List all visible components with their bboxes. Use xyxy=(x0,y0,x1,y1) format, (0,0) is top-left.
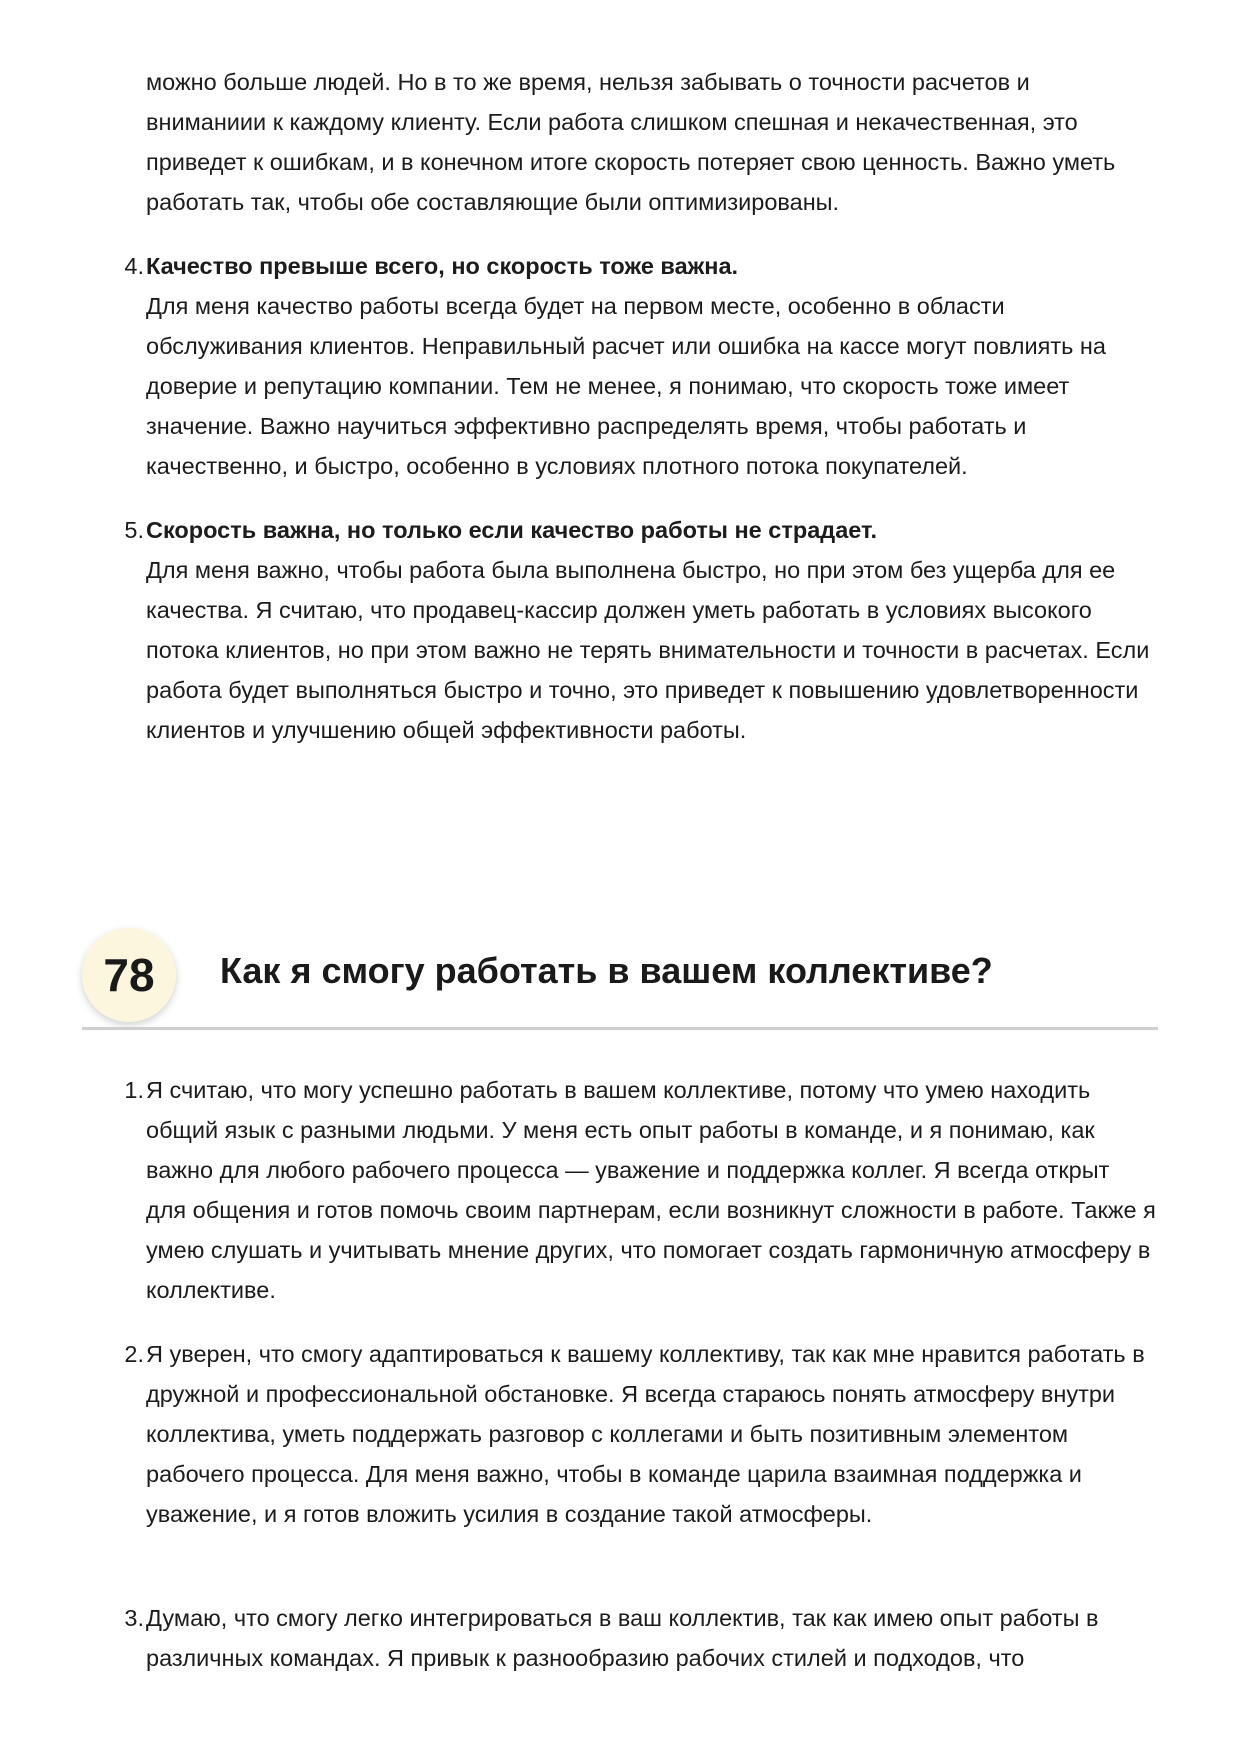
list-item-5 xyxy=(110,510,1156,750)
list-item-text: Я уверен, что смогу адаптироваться к вашему коллективу, так как мне нравится работать в дружной и профессиональной обстановке. Я всегда стараюсь понять атмосферу внутри коллектива, уметь поддержать разговор с коллегами и быть позитивным элементом рабочего процесса. Для меня важно, чтобы в команде царила взаимная поддержка и уважение, и я готов вложить усилия в создание такой атмосферы. xyxy=(146,1341,1145,1527)
intro-paragraph xyxy=(146,62,1156,222)
list-number: 2. xyxy=(124,1341,144,1367)
intro-text: можно больше людей. Но в то же время, нельзя забывать о точности расчетов и вниманиии к каждому клиенту. Если работа слишком спешная и некачественная, это приведет к ошибкам, и в конечном итоге скорость потеряет свою ценность. Важно уметь работать так, чтобы обе составляющие были оптимизированы. xyxy=(146,69,1116,215)
list-number: 4. xyxy=(124,253,144,279)
list-number: 3. xyxy=(124,1605,144,1631)
list-number: 5. xyxy=(124,517,144,543)
list-number: 1. xyxy=(124,1077,144,1103)
list-item-title: Качество превыше всего, но скорость тоже важна. xyxy=(146,253,739,279)
list-item-title: Скорость важна, но только если качество работы не страдает. xyxy=(146,517,877,543)
list-item-text: Для меня важно, чтобы работа была выполнена быстро, но при этом без ущерба для ее качества. Я считаю, что продавец-кассир должен уметь работать в условиях высокого потока клиентов, но при этом важно не терять внимательности и точности в расчетах. Если работа будет выполняться быстро и точно, это приведет к повышению удовлетворенности клиентов и улучшению общей эффективности работы. xyxy=(146,557,1150,743)
list-item-text: Для меня качество работы всегда будет на первом месте, особенно в области обслуживания клиентов. Неправильный расчет или ошибка на кассе могут повлиять на доверие и репутацию компании. Тем не менее, я понимаю, что скорость тоже имеет значение. Важно научиться эффективно распределять время, чтобы работать и качественно, и быстро, особенно в условиях плотного потока покупателей. xyxy=(146,293,1106,479)
section-header xyxy=(82,928,1158,1028)
list-item-text: Я считаю, что могу успешно работать в вашем коллективе, потому что умею находить общий язык с разными людьми. У меня есть опыт работы в команде, и я понимаю, как важно для любого рабочего процесса — уважение и поддержка коллег. Я всегда открыт для общения и готов помочь своим партнерам, если возникнут сложности в работе. Также я умею слушать и учитывать мнение других, что помогает создать гармоничную атмосферу в коллективе. xyxy=(146,1077,1156,1303)
section-number-badge xyxy=(82,928,176,1022)
answer-item-1 xyxy=(110,1070,1156,1310)
section-number: 78 xyxy=(103,949,155,1001)
answer-item-3 xyxy=(110,1598,1156,1678)
answer-item-2 xyxy=(110,1334,1156,1534)
section-divider xyxy=(82,1027,1158,1030)
list-item-text: Думаю, что смогу легко интегрироваться в ваш коллектив, так как имею опыт работы в различных командах. Я привык к разнообразию рабочих стилей и подходов, что xyxy=(146,1605,1099,1671)
list-item-4 xyxy=(110,246,1156,486)
section-title: Как я смогу работать в вашем коллективе? xyxy=(220,950,993,991)
